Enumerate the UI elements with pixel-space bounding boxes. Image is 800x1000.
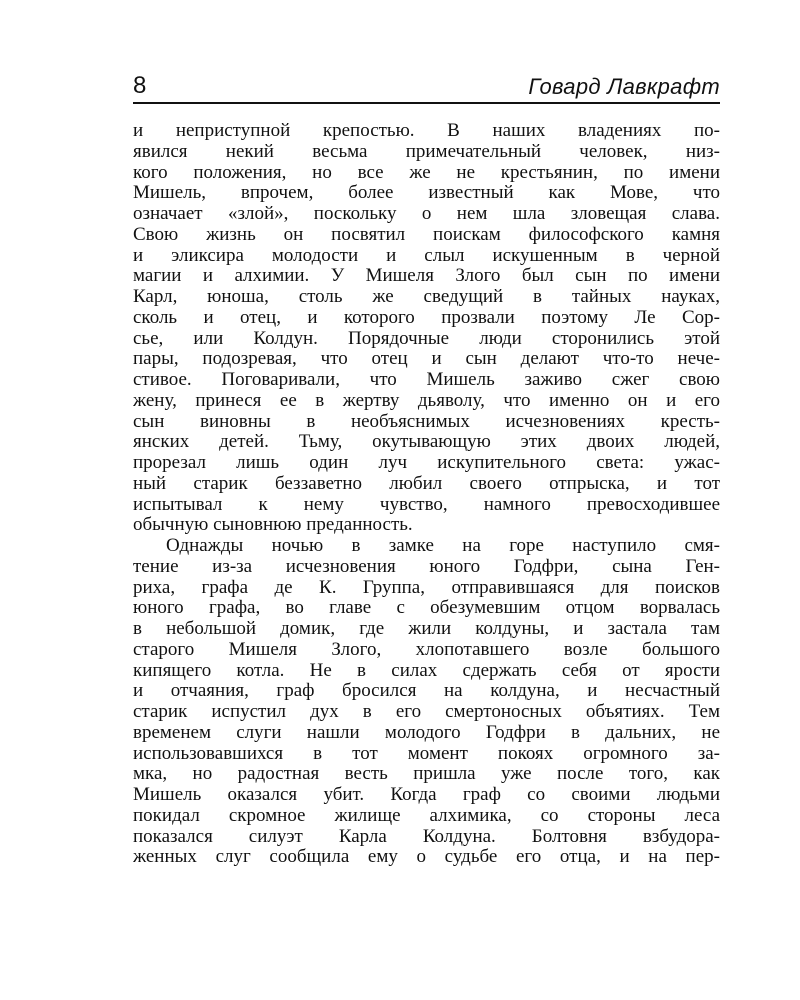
text-line: янских детей. Тьму, окутывающую этих двоих людей,	[133, 432, 720, 453]
text-line: кого положения, но все же не крестьянин, по имени	[133, 162, 720, 183]
text-line: сколь и отец, и которого прозвали поэтому Ле Сор-	[133, 307, 720, 328]
running-head-author: Говард Лавкрафт	[528, 74, 720, 99]
text-line: временем слуги нашли молодого Годфри в дальних, не	[133, 722, 720, 743]
text-line: и эликсира молодости и слыл искушенным в черной	[133, 245, 720, 266]
text-line: мка, но радостная весть пришла уже после того, как	[133, 764, 720, 785]
text-line: старого Мишеля Злого, хлопотавшего возле большого	[133, 639, 720, 660]
text-line: испытывал к нему чувство, намного превосходившее	[133, 494, 720, 515]
text-line: юного графа, во главе с обезумевшим отцом ворвалась	[133, 598, 720, 619]
text-line: явился некий весьма примечательный человек, низ-	[133, 141, 720, 162]
text-line: означает «злой», поскольку о нем шла зловещая слава.	[133, 204, 720, 224]
text-line: сье, или Колдун. Порядочные люди сторонились этой	[133, 328, 720, 349]
text-line: жену, принеся ее в жертву дьяволу, что именно он и его	[133, 390, 720, 411]
text-line: кипящего котла. Не в силах сдержать себя от ярости	[133, 660, 720, 681]
text-line: ный старик беззаветно любил своего отпрыска, и тот	[133, 473, 720, 494]
text-line: риха, графа де К. Группа, отправившаяся для поисков	[133, 577, 720, 598]
text-line: Карл, юноша, столь же сведущий в тайных науках,	[133, 287, 720, 307]
text-line: прорезал лишь один луч искупительного света: ужас-	[133, 453, 720, 473]
text-line: Мишель, впрочем, более известный как Мове, что	[133, 183, 720, 204]
text-line: сын виновны в необъяснимых исчезновениях кресть-	[133, 411, 720, 432]
page-number: 8	[133, 72, 147, 99]
text-line: показался силуэт Карла Колдуна. Болтовня взбудора-	[133, 826, 720, 847]
text-line: старик испустил дух в его смертоносных объятиях. Тем	[133, 702, 720, 722]
text-line: в небольшой домик, где жили колдуны, и застала там	[133, 619, 720, 639]
paragraph-first-line: Однажды ночью в замке на горе наступило смя-	[166, 536, 720, 556]
text-line: тение из-за исчезновения юного Годфри, сына Ген-	[133, 556, 720, 577]
text-line: Мишель оказался убит. Когда граф со своими людьми	[133, 785, 720, 805]
text-line: магии и алхимии. У Мишеля Злого был сын по имени	[133, 266, 720, 287]
text-line: стивое. Поговаривали, что Мишель заживо сжег свою	[133, 370, 720, 390]
text-line: покидал скромное жилище алхимика, со стороны леса	[133, 805, 720, 826]
text-line: женных слуг сообщила ему о судьбе его отца, и на пер-	[133, 847, 720, 868]
text-line: и отчаяния, граф бросился на колдуна, и несчастный	[133, 681, 720, 702]
text-line: и неприступной крепостью. В наших владениях по-	[133, 121, 720, 141]
body-text	[133, 121, 720, 868]
text-line: Свою жизнь он посвятил поискам философского камня	[133, 224, 720, 245]
page-header	[133, 70, 720, 104]
text-line: пары, подозревая, что отец и сын делают что-то нече-	[133, 349, 720, 370]
text-line: обычную сыновнюю преданность.	[133, 515, 413, 536]
text-line: использовавшихся в тот момент покоях огромного за-	[133, 743, 720, 764]
